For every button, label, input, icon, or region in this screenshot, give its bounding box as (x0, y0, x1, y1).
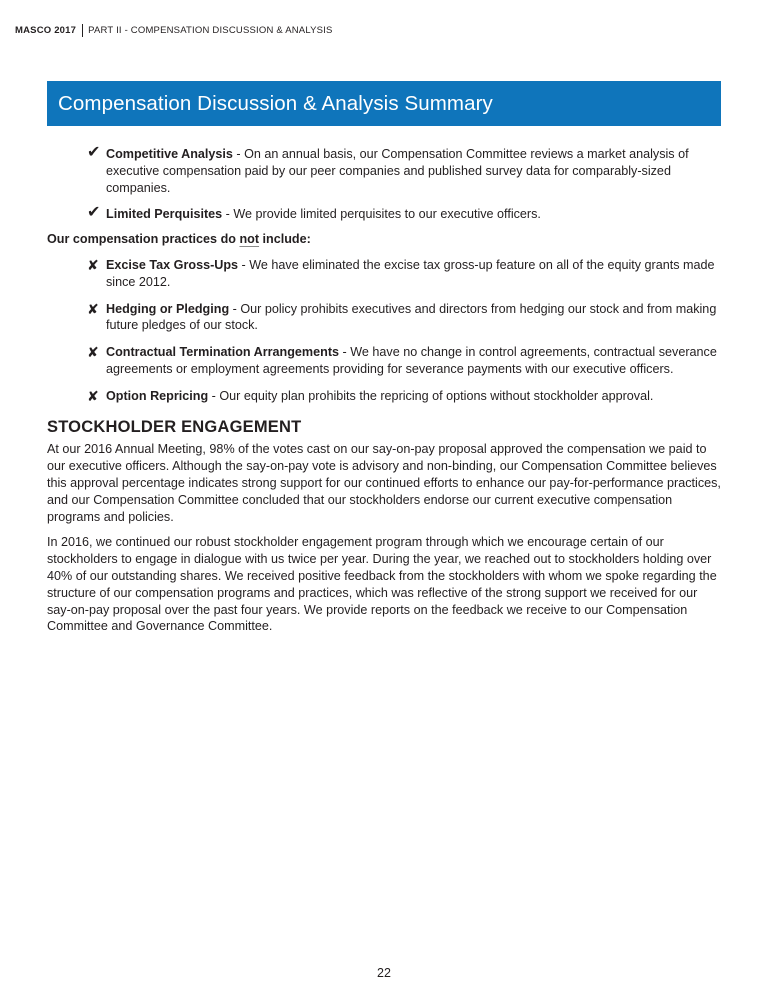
page-content (47, 146, 721, 644)
header-divider (82, 24, 83, 37)
item-title: Contractual Termination Arrangements (106, 345, 340, 360)
banner-title: Compensation Discussion & Analysis Summary (58, 91, 493, 115)
practices-not-list (47, 257, 721, 405)
item-text: - On an annual basis, our Compensation Committee reviews a market analysis of executive compensation paid by our peer companies and published survey data for comparably-sized companies. (106, 147, 689, 195)
list-item (47, 388, 721, 405)
item-title: Excise Tax Gross-Ups (106, 257, 239, 272)
practices-not-heading (47, 231, 721, 248)
heading-text: Our compensation practices do (47, 232, 240, 247)
header-company: MASCO 2017 (15, 25, 77, 36)
running-header (15, 24, 333, 37)
section-banner (47, 81, 721, 126)
item-text: - We have no change in control agreements, contractual severance agreements or employment agreements providing for severance payments with our executive officers. (106, 345, 717, 376)
list-item (47, 206, 721, 223)
heading-text-end: include: (259, 232, 311, 247)
list-item (47, 301, 721, 335)
engagement-paragraph: In 2016, we continued our robust stockholder engagement program through which we encourage certain of our stockholders to engage in dialogue with us twice per year. During the year, we reached out to stockholders holding over 40% of our outstanding shares. We received positive feedback from the stockholders with whom we spoke regarding the structure of our compensation programs and practices, which was reflective of the strong support we received for our say-on-pay proposal over the past four years. We provide reports on the feedback we receive to our Compensation Committee and Governance Committee. (47, 535, 717, 634)
cross-mark-icon: ✘ (87, 256, 99, 273)
cross-mark-icon: ✘ (87, 300, 99, 317)
item-text: - We have eliminated the excise tax gross-up feature on all of the equity grants made since 2012. (106, 257, 715, 289)
header-section: PART II - COMPENSATION DISCUSSION & ANALYSIS (88, 25, 333, 36)
cross-mark-icon: ✘ (87, 344, 99, 361)
item-title: Limited Perquisites (106, 207, 223, 222)
heading-underlined-word: not (239, 232, 260, 247)
item-title: Option Repricing (106, 388, 209, 403)
checkmark-icon: ✔ (87, 144, 101, 161)
list-item (47, 344, 721, 378)
item-text: - We provide limited perquisites to our executive officers. (222, 207, 541, 222)
practices-do-list (47, 146, 721, 223)
checkmark-icon: ✔ (87, 204, 101, 222)
engagement-paragraph: At our 2016 Annual Meeting, 98% of the votes cast on our say-on-pay proposal approved the compensation we paid to our executive officers. Although the say-on-pay vote is advisory and non-binding, our Compensation Committee believes this approval percentage indicates strong support for our continued efforts to enhance our pay-for-performance practices, and our Compensation Committee concluded that our stockholders endorse our current executive compensation programs and policies. (47, 442, 721, 524)
item-title: Competitive Analysis (106, 147, 233, 161)
list-item (47, 257, 721, 291)
item-text: - Our equity plan prohibits the repricing of options without stockholder approval. (208, 388, 654, 403)
list-item (47, 146, 721, 196)
cross-mark-icon: ✘ (87, 387, 99, 404)
item-title: Hedging or Pledging (106, 301, 230, 316)
item-text: - Our policy prohibits executives and directors from hedging our stock and from making future pledges of our stock. (106, 301, 717, 333)
page-number: 22 (377, 966, 391, 980)
engagement-heading: STOCKHOLDER ENGAGEMENT (47, 417, 302, 436)
